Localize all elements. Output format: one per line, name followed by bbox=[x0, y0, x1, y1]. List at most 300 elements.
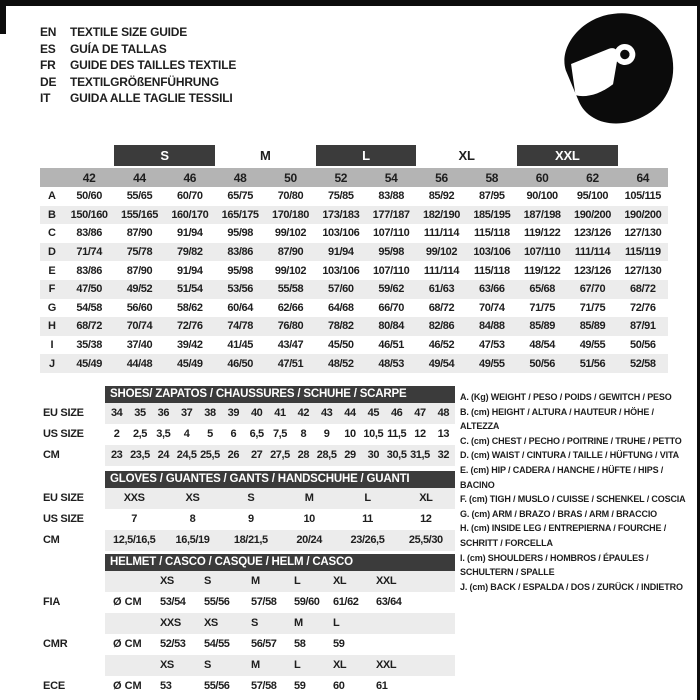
glove-eu-size: M bbox=[304, 492, 314, 504]
measurement-value: 45/50 bbox=[328, 339, 354, 352]
us-size-label: US SIZE bbox=[43, 428, 84, 440]
shoe-eu-size: 39 bbox=[227, 407, 240, 419]
helmet-size-value: XXL bbox=[376, 575, 397, 587]
glove-eu-size: S bbox=[247, 492, 255, 504]
measurement-value: 119/122 bbox=[523, 264, 561, 277]
measurement-value: 83/86 bbox=[227, 246, 253, 259]
legend-item: C. (cm) CHEST / PECHO / POITRINE / TRUHE / PETTO bbox=[460, 435, 682, 446]
helmet-row-values bbox=[160, 655, 455, 676]
shoe-eu-size: 43 bbox=[320, 407, 333, 419]
language-title-row bbox=[40, 74, 236, 91]
guide-title: GUÍA DE TALLAS bbox=[70, 41, 167, 56]
measurement-value: 48/52 bbox=[328, 357, 354, 370]
us-size-label: US SIZE bbox=[43, 513, 84, 525]
measurement-value: 72/76 bbox=[630, 301, 656, 314]
helmet-size-value: 55/56 bbox=[204, 596, 230, 608]
measurement-value: 160/170 bbox=[171, 208, 209, 221]
measurement-value: 123/126 bbox=[574, 227, 611, 240]
numeric-size: 42 bbox=[82, 170, 96, 185]
numeric-size: 54 bbox=[384, 170, 398, 185]
gloves-title-bar: GLOVES / GUANTES / GANTS / HANDSCHUHE / GUANTI bbox=[105, 471, 455, 488]
numeric-size: 44 bbox=[133, 170, 146, 185]
corner-spacer bbox=[40, 145, 64, 168]
standard-label bbox=[40, 613, 105, 634]
helmet-size-value: 55/56 bbox=[204, 680, 230, 692]
helmet-row-values bbox=[160, 676, 455, 697]
measurement-value: 51/54 bbox=[177, 283, 203, 296]
numeric-size: 50 bbox=[284, 170, 297, 185]
measurement-value: 115/118 bbox=[473, 227, 510, 240]
measurement-value: 49/55 bbox=[579, 339, 606, 352]
measurement-value: 95/100 bbox=[576, 190, 609, 203]
measurement-row bbox=[40, 187, 668, 206]
helmet-size-value: 53 bbox=[160, 680, 172, 692]
language-code: EN bbox=[40, 25, 57, 40]
glove-cm-size: 12,5/16,5 bbox=[113, 534, 156, 546]
helmet-size-value bbox=[376, 613, 455, 634]
measurement-value: 47/51 bbox=[277, 357, 304, 370]
guide-title: GUIDE DES TAILLES TEXTILE bbox=[70, 58, 237, 73]
legend-item: H. (cm) INSIDE LEG / ENTREPIERNA / FOURCHE / SCHRITT / FORCELLA bbox=[460, 523, 667, 548]
helmet-row-values bbox=[160, 592, 455, 613]
measurement-value: 95/98 bbox=[227, 264, 253, 277]
measurement-value: 111/114 bbox=[574, 246, 611, 259]
row-letter: E bbox=[48, 264, 56, 277]
measurement-value: 45/49 bbox=[76, 357, 102, 370]
standard-label bbox=[40, 571, 105, 592]
shoe-us-size: 5 bbox=[207, 428, 213, 440]
measurement-value: 115/119 bbox=[624, 246, 661, 259]
shoe-eu-size: 38 bbox=[204, 407, 216, 419]
measurement-value: 48/53 bbox=[378, 357, 404, 370]
glove-eu-size: XS bbox=[185, 492, 200, 504]
shoe-cm-size: 32 bbox=[437, 449, 450, 461]
measurement-value: 150/160 bbox=[70, 208, 108, 221]
measurement-value: 63/66 bbox=[479, 283, 505, 296]
spacer bbox=[40, 554, 105, 571]
measurement-value: 173/183 bbox=[322, 208, 360, 221]
helmet-row-body bbox=[105, 592, 455, 613]
measurement-rows bbox=[40, 187, 668, 373]
row-values bbox=[64, 283, 668, 295]
row-letter: D bbox=[48, 246, 56, 259]
language-code: DE bbox=[40, 74, 57, 89]
shoe-us-size: 7,5 bbox=[272, 428, 288, 440]
numeric-size: 56 bbox=[435, 170, 448, 185]
measurement-value: 64/68 bbox=[328, 301, 354, 314]
diameter-label bbox=[105, 613, 160, 634]
row-values bbox=[64, 227, 668, 239]
measurement-value: 72/76 bbox=[177, 320, 203, 333]
shoe-cm-size: 29 bbox=[344, 449, 356, 461]
helmet-size-value: 59/60 bbox=[294, 596, 320, 608]
measurement-value: 61/63 bbox=[428, 283, 455, 296]
measurement-value: 75/85 bbox=[328, 190, 354, 203]
size-group-row bbox=[40, 145, 668, 168]
measurement-value: 182/190 bbox=[423, 208, 460, 221]
helmet-row-values bbox=[160, 571, 455, 592]
measurement-value: 53/56 bbox=[227, 283, 253, 296]
measurement-row bbox=[40, 243, 668, 262]
numeric-size: 58 bbox=[485, 170, 499, 185]
measurement-value: 84/88 bbox=[479, 320, 505, 333]
measurement-value: 55/58 bbox=[277, 283, 304, 296]
shoe-us-size: 13 bbox=[437, 428, 450, 440]
measurement-value: 45/49 bbox=[177, 357, 203, 370]
glove-cm-size: 18/21,5 bbox=[233, 534, 268, 546]
helmet-row bbox=[40, 592, 455, 613]
language-title-row bbox=[40, 57, 236, 74]
measurement-value: 76/80 bbox=[277, 320, 304, 333]
measurement-value: 99/102 bbox=[425, 246, 458, 259]
helmet-row bbox=[40, 655, 455, 676]
measurement-value: 99/102 bbox=[274, 264, 307, 277]
measurement-value: 87/90 bbox=[277, 246, 304, 259]
measurement-value: 37/40 bbox=[126, 339, 153, 352]
measurement-value: 111/114 bbox=[423, 264, 460, 277]
glove-us-size: 11 bbox=[362, 513, 373, 525]
glove-us-size: 12 bbox=[420, 513, 432, 525]
helmet-size-value: XXL bbox=[376, 659, 397, 671]
shoes-title-bar: SHOES/ ZAPATOS / CHAUSSURES / SCHUHE / SCARPE bbox=[105, 386, 455, 403]
legend-item: I. (cm) SHOULDERS / HOMBROS / ÉPAULES / SCHULTERN / SPALLE bbox=[460, 552, 649, 578]
measurement-value: 43/47 bbox=[277, 339, 304, 352]
measurement-row bbox=[40, 336, 668, 355]
measurement-value: 66/70 bbox=[378, 301, 404, 314]
shoes-row-labels bbox=[40, 386, 105, 466]
measurement-value: 49/54 bbox=[428, 357, 455, 370]
measurement-value: 50/56 bbox=[630, 339, 656, 352]
legend-item: F. (cm) TIGH / MUSLO / CUISSE / SCHENKEL / COSCIA bbox=[460, 494, 686, 505]
measurement-value: 70/80 bbox=[277, 190, 304, 203]
legend-item: G. (cm) ARM / BRAZO / BRAS / ARM / BRACCIO bbox=[460, 508, 658, 519]
measurement-value: 48/54 bbox=[529, 339, 555, 352]
language-title-row bbox=[40, 24, 236, 41]
measurement-value: 68/72 bbox=[76, 320, 102, 333]
measurement-value: 107/110 bbox=[372, 227, 410, 240]
shoes-cm-row bbox=[105, 445, 455, 466]
measurement-value: 50/60 bbox=[76, 190, 102, 203]
measurement-value: 39/42 bbox=[177, 339, 203, 352]
shoe-us-size: 4 bbox=[183, 428, 190, 440]
measurement-value: 46/51 bbox=[378, 339, 404, 352]
measurement-value: 83/88 bbox=[378, 190, 404, 203]
measurement-value: 95/98 bbox=[227, 227, 253, 240]
helmet-size-value: L bbox=[333, 617, 340, 629]
measurement-value: 79/82 bbox=[177, 246, 203, 259]
glove-cm-size: 20/24 bbox=[296, 534, 322, 546]
measurement-value: 85/89 bbox=[579, 320, 606, 333]
measurement-value: 71/75 bbox=[579, 301, 606, 314]
legend-item: E. (cm) HIP / CADERA / HANCHE / HÜFTE / HIPS / BACINO bbox=[460, 464, 664, 490]
helmet-size-value: XS bbox=[204, 617, 218, 629]
row-values bbox=[64, 339, 668, 351]
measurement-value: 165/175 bbox=[221, 208, 259, 221]
standard-label: CMR bbox=[43, 638, 68, 650]
helmet-size-value: 61/62 bbox=[333, 596, 359, 608]
row-letter: A bbox=[48, 190, 56, 203]
measurement-value: 155/165 bbox=[121, 208, 158, 221]
guide-title: TEXTILGRÖßENFÜHRUNG bbox=[70, 74, 219, 89]
measurement-value: 75/78 bbox=[126, 246, 153, 259]
measurement-value: 62/66 bbox=[277, 301, 304, 314]
measurement-value: 60/64 bbox=[227, 301, 253, 314]
measurement-value: 107/110 bbox=[372, 264, 410, 277]
shoe-us-size: 10 bbox=[344, 428, 356, 440]
measurement-value: 123/126 bbox=[574, 264, 611, 277]
shoe-cm-size: 30 bbox=[367, 449, 380, 461]
shoe-cm-size: 28 bbox=[297, 449, 310, 461]
gloves-size-table bbox=[40, 471, 455, 551]
shoe-us-size: 12 bbox=[414, 428, 426, 440]
helmet-size-value: S bbox=[204, 659, 211, 671]
measurement-value: 177/187 bbox=[372, 208, 410, 221]
row-values bbox=[64, 190, 668, 202]
helmet-row-body bbox=[105, 634, 455, 655]
diameter-label: Ø CM bbox=[113, 638, 142, 650]
row-values bbox=[64, 358, 668, 370]
numeric-size: 46 bbox=[183, 170, 197, 185]
diameter-label: Ø CM bbox=[113, 596, 142, 608]
standard-label bbox=[40, 655, 105, 676]
helmet-size-value: 58 bbox=[294, 638, 306, 650]
legend-item: J. (cm) BACK / ESPALDA / DOS / ZURÜCK / INDIETRO bbox=[460, 581, 683, 592]
shoe-eu-size: 44 bbox=[344, 407, 356, 419]
glove-eu-size: XXS bbox=[123, 492, 145, 504]
numeric-size: 52 bbox=[334, 170, 348, 185]
standard-label: FIA bbox=[43, 596, 61, 608]
shoe-eu-size: 36 bbox=[157, 407, 170, 419]
helmet-size-value: M bbox=[294, 617, 303, 629]
helmet-size-value: 52/53 bbox=[160, 638, 186, 650]
shoe-eu-size: 37 bbox=[180, 407, 193, 419]
legend-item: A. (Kg) WEIGHT / PESO / POIDS / GEWITCH / PESO bbox=[460, 392, 672, 402]
row-letter: C bbox=[48, 227, 56, 240]
row-values bbox=[64, 209, 668, 221]
measurement-value: 60/70 bbox=[177, 190, 203, 203]
helmet-row-body bbox=[105, 571, 455, 592]
measurement-value: 115/118 bbox=[473, 264, 510, 277]
numeric-size-row bbox=[40, 168, 668, 187]
shoe-cm-size: 27 bbox=[250, 449, 263, 461]
measurement-value: 65/68 bbox=[529, 283, 555, 296]
eu-size-label: EU SIZE bbox=[43, 407, 84, 419]
helmet-size-value: 56/57 bbox=[251, 638, 277, 650]
size-group-cells bbox=[64, 145, 668, 168]
measurement-value: 68/72 bbox=[428, 301, 455, 314]
measurement-row bbox=[40, 224, 668, 243]
helmet-size-value: 59 bbox=[294, 680, 306, 692]
legend-item: B. (cm) HEIGHT / ALTURA / HAUTEUR / HÖHE / ALTEZZA bbox=[460, 406, 654, 432]
shoe-eu-size: 40 bbox=[250, 407, 263, 419]
measurement-value: 58/62 bbox=[177, 301, 203, 314]
glove-us-size: 10 bbox=[303, 513, 315, 525]
measurement-value: 57/60 bbox=[328, 283, 354, 296]
spacer bbox=[40, 471, 105, 488]
language-title-row bbox=[40, 90, 236, 107]
measurement-value: 87/95 bbox=[479, 190, 505, 203]
diameter-label bbox=[105, 571, 160, 592]
measurement-row bbox=[40, 317, 668, 336]
measurement-value: 190/200 bbox=[624, 208, 662, 221]
guide-title: TEXTILE SIZE GUIDE bbox=[70, 25, 188, 40]
helmet-row-values bbox=[160, 634, 455, 655]
row-values bbox=[64, 265, 668, 277]
shoe-cm-size: 25,5 bbox=[200, 449, 220, 461]
measurement-value: 103/106 bbox=[473, 246, 511, 259]
measurement-value: 68/72 bbox=[630, 283, 656, 296]
shoe-cm-size: 26 bbox=[227, 449, 240, 461]
helmet-size-value bbox=[376, 634, 455, 655]
helmet-size-value: S bbox=[251, 617, 258, 629]
guide-title: GUIDA ALLE TAGLIE TESSILI bbox=[70, 91, 233, 106]
glove-eu-size: XL bbox=[419, 492, 433, 504]
measurement-value: 95/98 bbox=[378, 246, 404, 259]
helmet-row bbox=[40, 613, 455, 634]
measurement-value: 90/100 bbox=[526, 190, 558, 203]
numeric-size: 62 bbox=[586, 170, 599, 185]
helmet-size-value: 54/55 bbox=[204, 638, 230, 650]
shoe-eu-size: 41 bbox=[274, 407, 286, 419]
glove-us-size: 8 bbox=[189, 513, 196, 525]
measurement-value: 190/200 bbox=[574, 208, 611, 221]
measurement-value: 105/115 bbox=[624, 190, 661, 203]
measurement-value: 70/74 bbox=[126, 320, 153, 333]
helmet-row-body bbox=[105, 676, 455, 697]
measurement-value: 49/52 bbox=[126, 283, 153, 296]
diameter-label bbox=[105, 655, 160, 676]
numeric-size: 48 bbox=[233, 170, 247, 185]
measurement-value: 127/130 bbox=[624, 264, 662, 277]
row-values bbox=[64, 246, 668, 258]
measurement-row bbox=[40, 299, 668, 318]
row-values bbox=[64, 320, 668, 332]
measurement-value: 103/106 bbox=[322, 227, 360, 240]
numeric-size: 60 bbox=[535, 170, 549, 185]
glove-us-size: 7 bbox=[131, 513, 138, 525]
helmet-title-bar: HELMET / CASCO / CASQUE / HELM / CASCO bbox=[105, 554, 455, 571]
measurement-value: 41/45 bbox=[227, 339, 253, 352]
helmet-row-body bbox=[105, 655, 455, 676]
measurement-value: 51/56 bbox=[579, 357, 606, 370]
measurement-value: 59/62 bbox=[378, 283, 404, 296]
helmet-row bbox=[40, 634, 455, 655]
helmet-size-value: XS bbox=[160, 575, 174, 587]
helmet-size-value: L bbox=[294, 575, 301, 587]
textile-size-table bbox=[40, 145, 668, 373]
shoe-us-size: 9 bbox=[323, 428, 330, 440]
glove-cm-size: 25,5/30 bbox=[408, 534, 443, 546]
helmet-size-value: S bbox=[204, 575, 211, 587]
cm-label: CM bbox=[43, 449, 60, 461]
measurement-value: 47/50 bbox=[76, 283, 102, 296]
helmet-size-value: 60 bbox=[333, 680, 345, 692]
language-title-list bbox=[40, 24, 236, 107]
shoe-us-size: 8 bbox=[300, 428, 307, 440]
shoe-eu-size: 45 bbox=[367, 407, 380, 419]
gloves-cm-row bbox=[105, 530, 455, 551]
shoe-eu-size: 47 bbox=[414, 407, 426, 419]
measurement-value: 82/86 bbox=[428, 320, 455, 333]
shoe-eu-size: 46 bbox=[390, 407, 403, 419]
measurement-value: 35/38 bbox=[76, 339, 102, 352]
helmet-size-value: L bbox=[294, 659, 301, 671]
language-title-row bbox=[40, 41, 236, 58]
measurement-value: 107/110 bbox=[523, 246, 561, 259]
measurement-value: 50/56 bbox=[529, 357, 555, 370]
size-group-label: S bbox=[114, 145, 215, 166]
shoe-us-size: 3,5 bbox=[156, 428, 171, 440]
measurement-value: 103/106 bbox=[322, 264, 360, 277]
helmet-icon bbox=[556, 6, 686, 132]
gloves-row-labels bbox=[40, 471, 105, 551]
helmet-size-value: XS bbox=[160, 659, 174, 671]
helmet-row-body bbox=[105, 613, 455, 634]
helmet-size-value: M bbox=[251, 659, 260, 671]
helmet-size-value: 61 bbox=[376, 680, 388, 692]
helmet-size-value: M bbox=[251, 575, 260, 587]
shoe-us-size: 6 bbox=[230, 428, 237, 440]
gloves-eu-row bbox=[105, 488, 455, 509]
measurement-value: 185/195 bbox=[473, 208, 511, 221]
cm-label: CM bbox=[43, 534, 60, 546]
shoe-cm-size: 30,5 bbox=[386, 449, 407, 461]
helmet-size-table bbox=[40, 554, 455, 697]
row-letter: B bbox=[48, 208, 56, 221]
measurement-row bbox=[40, 261, 668, 280]
language-code: FR bbox=[40, 58, 56, 73]
shoe-us-size: 10,5 bbox=[363, 428, 384, 440]
measurement-value: 127/130 bbox=[624, 227, 662, 240]
numeric-size-cells bbox=[64, 171, 668, 185]
measurement-row bbox=[40, 206, 668, 225]
language-code: IT bbox=[40, 91, 51, 106]
row-letter: I bbox=[50, 339, 54, 352]
helmet-size-value: 59 bbox=[333, 638, 345, 650]
measurement-value: 71/75 bbox=[529, 301, 555, 314]
helmet-size-value: XXS bbox=[160, 617, 181, 629]
shoe-eu-size: 34 bbox=[110, 407, 123, 419]
shoe-cm-size: 24 bbox=[157, 449, 170, 461]
measurement-value: 87/90 bbox=[126, 264, 153, 277]
size-group-label: XXL bbox=[517, 145, 618, 166]
measurement-value: 67/70 bbox=[579, 283, 606, 296]
measurement-value: 80/84 bbox=[378, 320, 404, 333]
helmet-size-value: 63/64 bbox=[376, 596, 402, 608]
shoe-eu-size: 42 bbox=[297, 407, 310, 419]
helmet-size-value: 57/58 bbox=[251, 680, 277, 692]
helmet-size-value: XL bbox=[333, 575, 347, 587]
shoe-cm-size: 23,5 bbox=[130, 449, 150, 461]
helmet-row bbox=[40, 571, 455, 592]
row-letter: F bbox=[48, 283, 56, 296]
shoe-us-size: 2,5 bbox=[132, 428, 148, 440]
numeric-size: 64 bbox=[636, 170, 650, 185]
shoe-cm-size: 27,5 bbox=[270, 449, 290, 461]
measurement-value: 54/58 bbox=[76, 301, 102, 314]
measurement-value: 71/74 bbox=[76, 246, 102, 259]
sheet-border-left bbox=[0, 0, 6, 34]
glove-cm-size: 23/26,5 bbox=[350, 534, 385, 546]
size-group-label: XL bbox=[458, 148, 475, 163]
shoes-us-row bbox=[105, 424, 455, 445]
measurement-value: 78/82 bbox=[328, 320, 354, 333]
gloves-table-body bbox=[105, 471, 455, 551]
shoe-eu-size: 35 bbox=[134, 407, 146, 419]
shoe-us-size: 6,5 bbox=[249, 428, 264, 440]
measurement-value: 83/86 bbox=[76, 227, 102, 240]
size-group-label: L bbox=[316, 145, 417, 166]
